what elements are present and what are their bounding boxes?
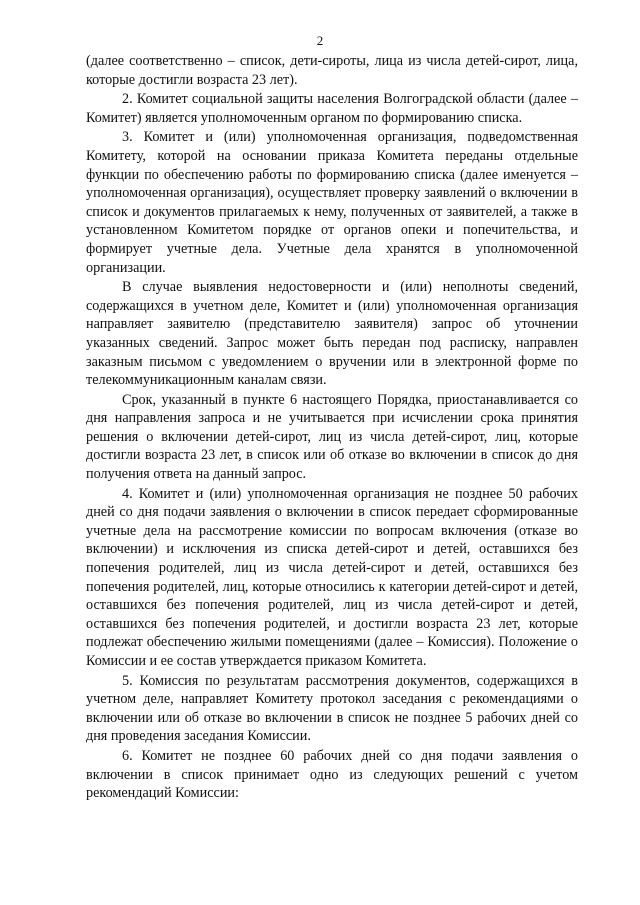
paragraph-item-2: 2. Комитет социальной защиты населения Волгоградской области (далее – Комитет) является уполномоченным органом по формированию списка. [86, 91, 578, 126]
paragraph-continuation: (далее соответственно – список, дети-сироты, лица из числа детей-сирот, лица, которые достигли возраста 23 лет). [86, 53, 578, 88]
paragraph-item-4: 4. Комитет и (или) уполномоченная организация не позднее 50 рабочих дней со дня подачи заявления о включении в список передает сформированные учетные дела на рассмотрение комиссии по вопросам включения (отказе во включении) и исключения из списка детей-сирот и детей, оставшихся без попечения родителей, лиц из числа детей-сирот и детей, оставшихся без попечения родителей, лиц, которые относились к категории детей-сирот и детей, оставшихся без попечения родителей, лиц из числа детей-сирот и детей, оставшихся без попечения родителей, и достигли возраста 23 лет, которые подлежат обеспечению жилыми помещениями (далее – Комиссия). Положение о Комиссии и ее состав утверждается приказом Комитета. [86, 485, 578, 669]
paragraph-item-5: 5. Комиссия по результатам рассмотрения документов, содержащихся в учетном деле, направляет Комитету протокол заседания с рекомендациями о включении или об отказе во включении в список не позднее 5 рабочих дней со дня проведения заседания Комиссии. [86, 672, 578, 745]
paragraph-inaccuracy: В случае выявления недостоверности и (или) неполноты сведений, содержащихся в учетном деле, Комитет и (или) уполномоченная организация направляет заявителю (представителю заявителя) запрос об уточнении указанных сведений. Запрос может быть передан под расписку, направлен заказным письмом с уведомлением о вручении или в электронной форме по телекоммуникационным каналам связи. [86, 279, 578, 389]
document-body [86, 52, 578, 804]
paragraph-item-6: 6. Комитет не позднее 60 рабочих дней со дня подачи заявления о включении в список принимает одно из следующих решений с учетом рекомендаций Комиссии: [86, 747, 578, 802]
paragraph-deadline: Срок, указанный в пункте 6 настоящего Порядка, приостанавливается со дня направления запроса и не учитывается при исчислении срока принятия решения о включении детей-сирот, лиц из числа детей-сирот, лиц, которые достигли возраста 23 лет, в список или об отказе во включении в список до дня получения ответа на данный запрос. [86, 391, 578, 483]
paragraph-item-3: 3. Комитет и (или) уполномоченная организация, подведомственная Комитету, которой на основании приказа Комитета переданы отдельные функции по обеспечению работы по формированию списка (далее именуется – уполномоченная организация), осуществляет проверку заявлений о включении в список и документов прилагаемых к нему, полученных от заявителей, а также в установленном Комитетом порядке от органов опеки и попечительства, и формирует учетные дела. Учетные дела хранятся в уполномоченной организации. [86, 129, 578, 276]
page-number: 2 [316, 33, 324, 48]
